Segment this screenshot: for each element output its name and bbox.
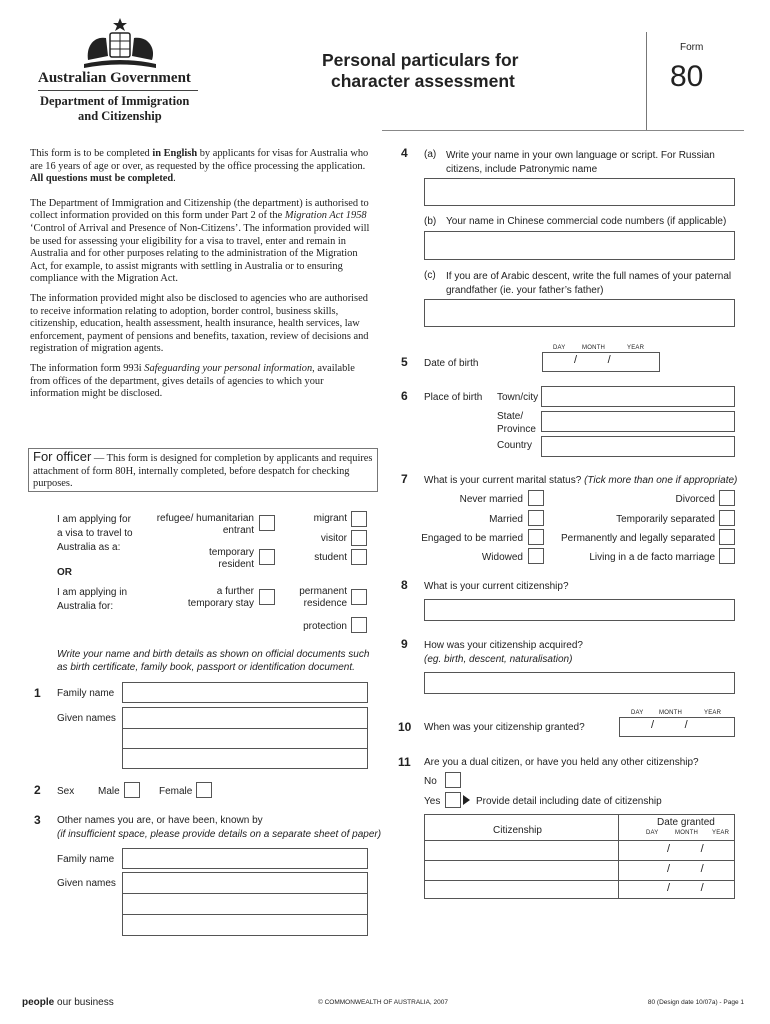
- country-input[interactable]: [541, 436, 735, 457]
- citizenship-acquired-input[interactable]: [424, 672, 735, 694]
- q11-no-checkbox[interactable]: [445, 772, 461, 788]
- protection-checkbox[interactable]: [351, 617, 367, 633]
- footer-copyright: © COMMONWEALTH OF AUSTRALIA, 2007: [318, 999, 448, 1006]
- further-temp-stay-checkbox[interactable]: [259, 589, 275, 605]
- widowed-label: Widowed: [481, 552, 523, 563]
- header-rule: [382, 130, 744, 131]
- engaged-checkbox[interactable]: [528, 529, 544, 545]
- intro-p2-c: ‘Control of Arrival and Presence of Non-Citizens’. The information provided will be used for assessing your eligibility for a visa to travel, enter and remain in Australia and for other purposes relating to the administration of the Migration Act, for example, to assist migrants with settling in Australia or to ensuring compliance with the Migration Act.: [30, 222, 370, 285]
- question-2-number: 2: [34, 783, 41, 797]
- intro-p1-e: .: [173, 173, 176, 185]
- officer-description: — This form is designed for completion by applicants and requires attachment of form 80H, internally completed, before despatch for checking purposes.: [33, 453, 373, 489]
- widowed-checkbox[interactable]: [528, 548, 544, 564]
- row-1-date-separators[interactable]: / /: [667, 843, 704, 855]
- permanent-residence-checkbox[interactable]: [351, 589, 367, 605]
- q10-day-label: DAY: [631, 710, 644, 716]
- student-checkbox[interactable]: [351, 549, 367, 565]
- intro-p4-a: The information form 993i: [30, 362, 145, 374]
- question-5-number: 5: [401, 355, 408, 369]
- question-10-number: 10: [398, 720, 412, 734]
- table-year-label: YEAR: [712, 830, 730, 836]
- or-label: OR: [57, 567, 72, 578]
- form-number: 80: [670, 60, 704, 93]
- applying-in-label: I am applying in Australia for:: [57, 587, 128, 612]
- q5-year-label: YEAR: [627, 345, 645, 351]
- sex-label: Sex: [57, 786, 75, 797]
- refugee-label: refugee/ humanitarian entrant: [156, 513, 254, 536]
- de-facto-label: Living in a de facto marriage: [589, 552, 715, 563]
- married-checkbox[interactable]: [528, 510, 544, 526]
- q11-yes-detail: Provide detail including date of citizenship: [476, 796, 662, 807]
- intro-text: [30, 148, 375, 408]
- temp-separated-label: Temporarily separated: [616, 514, 715, 525]
- arrow-right-icon: [463, 795, 470, 805]
- migrant-label: migrant: [313, 513, 347, 524]
- question-8-number: 8: [401, 578, 408, 592]
- q3-given-names-input[interactable]: [122, 872, 368, 936]
- de-facto-checkbox[interactable]: [719, 548, 735, 564]
- table-day-label: DAY: [646, 830, 659, 836]
- footer-slogan: [22, 997, 114, 1008]
- migrant-checkbox[interactable]: [351, 511, 367, 527]
- q7-hint: (Tick more than one if appropriate): [584, 475, 738, 486]
- form-title-line2: character assessment: [331, 71, 515, 91]
- temporary-resident-label: temporary resident: [208, 547, 254, 570]
- intro-p4-c: , available from offices of the department, gives details of agencies to which your information might be disclosed.: [30, 362, 355, 400]
- q10-month-label: MONTH: [659, 710, 682, 716]
- question-9-number: 9: [401, 637, 408, 651]
- q10-question: When was your citizenship granted?: [424, 722, 585, 733]
- question-1-number: 1: [34, 686, 41, 700]
- form-title-line1: Personal particulars for: [322, 50, 519, 70]
- never-married-label: Never married: [459, 494, 523, 505]
- q3-given-names-divider-2: [123, 914, 367, 915]
- q3-family-name-label: Family name: [57, 854, 115, 865]
- state-province-input[interactable]: [541, 411, 735, 432]
- q3-given-names-divider-1: [123, 893, 367, 894]
- q1-family-name-input[interactable]: [122, 682, 368, 703]
- question-7-number: 7: [401, 472, 408, 486]
- department-line1: Department of Immigration: [40, 94, 190, 108]
- question-6-number: 6: [401, 389, 408, 403]
- q7-question-text: What is your current marital status?: [424, 475, 585, 486]
- permanent-residence-label: permanent residence: [299, 586, 347, 609]
- intro-p4-b: Safeguarding your personal information: [144, 362, 313, 374]
- q4b-chinese-code-input[interactable]: [424, 231, 735, 260]
- granted-date-separators: / /: [651, 719, 688, 731]
- form-label: Form: [680, 42, 704, 53]
- student-label: student: [314, 552, 347, 563]
- q11-question: Are you a dual citizen, or have you held any other citizenship?: [424, 757, 699, 768]
- dob-separators: / /: [574, 354, 611, 366]
- q4a-marker: (a): [424, 149, 437, 160]
- government-name: Australian Government: [38, 70, 191, 86]
- coat-of-arms-logo: [78, 16, 162, 72]
- male-label: Male: [98, 786, 120, 797]
- question-11-number: 11: [398, 755, 411, 769]
- q1-family-name-label: Family name: [57, 688, 115, 699]
- department-line2: and Citizenship: [78, 109, 162, 123]
- male-checkbox[interactable]: [124, 782, 140, 798]
- header-divider: [38, 90, 198, 91]
- q5-month-label: MONTH: [582, 345, 605, 351]
- citizenship-column-divider: [618, 815, 619, 898]
- date-of-birth-label: Date of birth: [424, 358, 479, 369]
- q4a-text: Write your name in your own language or script. For Russian citizens, include Patronymic name: [446, 150, 715, 175]
- citizenship-row-1-input[interactable]: [425, 840, 617, 859]
- row-2-date-separators[interactable]: / /: [667, 863, 704, 875]
- name-instruction: Write your name and birth details as shown on official documents such as birth certificate, family book, passport or identification document.: [57, 649, 370, 673]
- col-date-granted-header: Date granted: [657, 817, 715, 828]
- perm-separated-checkbox[interactable]: [719, 529, 735, 545]
- col-citizenship-header: Citizenship: [493, 825, 542, 836]
- intro-p1-d: All questions must be completed: [30, 173, 174, 185]
- visitor-label: visitor: [320, 533, 347, 544]
- row-3-date-separators[interactable]: / /: [667, 882, 704, 894]
- q1-given-names-divider-1: [123, 728, 367, 729]
- q3-question: Other names you are, or have been, known by: [57, 815, 263, 826]
- q11-yes-label: Yes: [424, 796, 441, 807]
- current-citizenship-input[interactable]: [424, 599, 735, 621]
- q3-given-names-label: Given names: [57, 878, 116, 889]
- q4c-marker: (c): [424, 270, 436, 281]
- intro-paragraph-2: [30, 198, 375, 286]
- intro-paragraph-4: [30, 363, 375, 401]
- officer-heading: For officer: [33, 449, 92, 464]
- q11-no-label: No: [424, 776, 437, 787]
- intro-paragraph-3: The information provided might also be disclosed to agencies who are authorised to receive information relating to adoption, border control, business skills, citizenship, education, health assessment, health insurance, health services, law enforcement, payment of pensions and benefits, taxation, review of decisions and registration of migration agents.: [30, 292, 369, 355]
- applying-travel-label: I am applying for a visa to travel to Australia as a:: [57, 514, 133, 553]
- q5-day-label: DAY: [553, 345, 566, 351]
- town-city-label: Town/city: [497, 392, 539, 403]
- q3-family-name-input[interactable]: [122, 848, 368, 869]
- engaged-label: Engaged to be married: [421, 533, 523, 544]
- footer-our-business: our business: [54, 997, 114, 1008]
- never-married-checkbox[interactable]: [528, 490, 544, 506]
- intro-paragraph-1: [30, 148, 375, 186]
- further-temp-stay-label: a further temporary stay: [187, 586, 254, 609]
- visitor-checkbox[interactable]: [351, 530, 367, 546]
- intro-p1-b: in English: [152, 148, 198, 159]
- state-province-label: State/ Province: [497, 411, 536, 435]
- q9-hint: (eg. birth, descent, naturalisation): [424, 654, 573, 665]
- intro-p1-a: This form is to be completed: [30, 148, 153, 159]
- q1-given-names-input[interactable]: [122, 707, 368, 769]
- table-month-label: MONTH: [675, 830, 698, 836]
- town-city-input[interactable]: [541, 386, 735, 407]
- q4c-grandfather-name-input[interactable]: [424, 299, 735, 327]
- place-of-birth-label: Place of birth: [424, 392, 483, 403]
- q3-note: (if insufficient space, please provide details on a separate sheet of paper): [57, 829, 382, 840]
- q4b-text: Your name in Chinese commercial code numbers (if applicable): [446, 216, 727, 227]
- officer-text: [33, 451, 373, 491]
- q7-question: [424, 475, 737, 486]
- q4c-text: If you are of Arabic descent, write the full names of your paternal grandfather (ie. your father’s father): [446, 271, 732, 296]
- footer-page-number: 80 (Design date 10/07a) - Page 1: [647, 999, 744, 1006]
- protection-label: protection: [303, 621, 347, 632]
- intro-p2-a: The Department of Immigration and Citizenship (the department) is authorised to collect information provided on this form under Part 2 of the: [30, 197, 369, 222]
- temp-separated-checkbox[interactable]: [719, 510, 735, 526]
- q9-question: How was your citizenship acquired?: [424, 640, 583, 651]
- q1-given-names-divider-2: [123, 748, 367, 749]
- footer-people: people: [22, 997, 55, 1008]
- question-3-number: 3: [34, 813, 41, 827]
- q4a-native-name-input[interactable]: [424, 178, 735, 206]
- citizenship-row-3-input[interactable]: [425, 880, 617, 898]
- q4b-marker: (b): [424, 216, 437, 227]
- question-4-number: 4: [401, 146, 408, 160]
- citizenship-row-2-input[interactable]: [425, 860, 617, 879]
- country-label: Country: [497, 440, 533, 451]
- refugee-checkbox[interactable]: [259, 515, 275, 531]
- female-label: Female: [159, 786, 193, 797]
- perm-separated-label: Permanently and legally separated: [561, 533, 715, 544]
- married-label: Married: [489, 514, 523, 525]
- q8-question: What is your current citizenship?: [424, 581, 569, 592]
- q1-given-names-label: Given names: [57, 713, 116, 724]
- q11-yes-checkbox[interactable]: [445, 792, 461, 808]
- temporary-resident-checkbox[interactable]: [259, 549, 275, 565]
- q10-year-label: YEAR: [704, 710, 722, 716]
- intro-p2-b: Migration Act 1958: [284, 210, 367, 222]
- divorced-label: Divorced: [675, 494, 715, 505]
- divorced-checkbox[interactable]: [719, 490, 735, 506]
- female-checkbox[interactable]: [196, 782, 212, 798]
- intro-p1-c: by applicants for visas for Australia who are 16 years of age or over, as requested by the office processing the application.: [30, 148, 369, 172]
